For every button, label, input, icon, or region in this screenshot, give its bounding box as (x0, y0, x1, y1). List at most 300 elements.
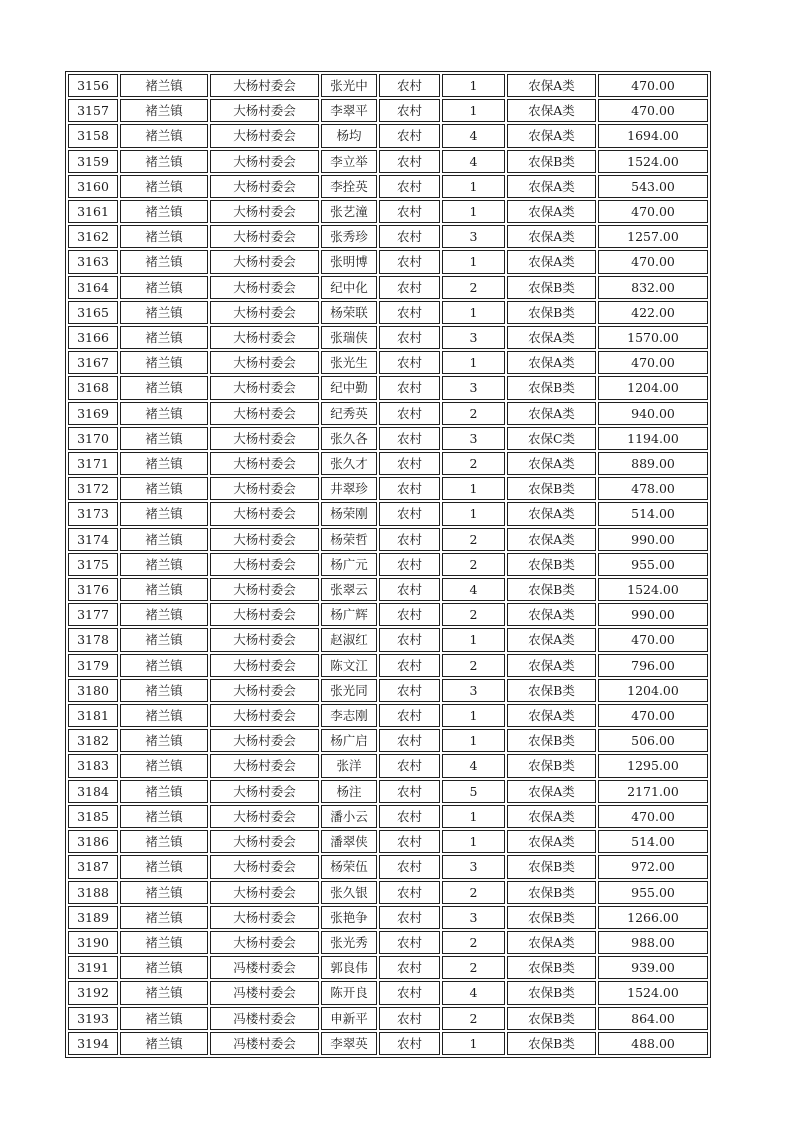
serial-cell: 3178 (68, 628, 118, 651)
table-row (68, 603, 708, 626)
town-cell: 褚兰镇 (120, 175, 208, 198)
village-cell: 大杨村委会 (210, 402, 319, 425)
name-cell: 张久才 (321, 452, 377, 475)
serial-cell: 3164 (68, 276, 118, 299)
table-row (68, 830, 708, 853)
name-cell: 李志刚 (321, 704, 377, 727)
household-type-cell: 农村 (379, 906, 440, 929)
town-cell: 褚兰镇 (120, 99, 208, 122)
insurance-category-cell: 农保B类 (507, 553, 596, 576)
household-type-cell: 农村 (379, 654, 440, 677)
serial-cell: 3174 (68, 528, 118, 551)
person-count-cell: 2 (442, 881, 505, 904)
insurance-category-cell: 农保A类 (507, 830, 596, 853)
serial-cell: 3157 (68, 99, 118, 122)
insurance-category-cell: 农保A类 (507, 326, 596, 349)
household-type-cell: 农村 (379, 477, 440, 500)
household-type-cell: 农村 (379, 427, 440, 450)
person-count-cell: 2 (442, 931, 505, 954)
amount-cell: 796.00 (598, 654, 708, 677)
serial-cell: 3156 (68, 74, 118, 97)
town-cell: 褚兰镇 (120, 704, 208, 727)
name-cell: 张久银 (321, 881, 377, 904)
table-row (68, 502, 708, 525)
table-row (68, 628, 708, 651)
serial-cell: 3181 (68, 704, 118, 727)
insurance-category-cell: 农保B类 (507, 855, 596, 878)
insurance-category-cell: 农保A类 (507, 225, 596, 248)
amount-cell: 940.00 (598, 402, 708, 425)
person-count-cell: 3 (442, 376, 505, 399)
household-type-cell: 农村 (379, 603, 440, 626)
amount-cell: 422.00 (598, 301, 708, 324)
serial-cell: 3167 (68, 351, 118, 374)
town-cell: 褚兰镇 (120, 679, 208, 702)
town-cell: 褚兰镇 (120, 830, 208, 853)
amount-cell: 470.00 (598, 74, 708, 97)
name-cell: 张光同 (321, 679, 377, 702)
household-type-cell: 农村 (379, 99, 440, 122)
table-row (68, 427, 708, 450)
village-cell: 大杨村委会 (210, 654, 319, 677)
village-cell: 冯楼村委会 (210, 1032, 319, 1055)
amount-cell: 488.00 (598, 1032, 708, 1055)
village-cell: 大杨村委会 (210, 376, 319, 399)
amount-cell: 1194.00 (598, 427, 708, 450)
serial-cell: 3191 (68, 956, 118, 979)
table-body (68, 74, 708, 1055)
serial-cell: 3158 (68, 124, 118, 147)
name-cell: 张光秀 (321, 931, 377, 954)
person-count-cell: 3 (442, 679, 505, 702)
person-count-cell: 1 (442, 250, 505, 273)
insurance-category-cell: 农保A类 (507, 931, 596, 954)
person-count-cell: 2 (442, 452, 505, 475)
amount-cell: 470.00 (598, 250, 708, 273)
insurance-category-cell: 农保B类 (507, 906, 596, 929)
household-type-cell: 农村 (379, 150, 440, 173)
village-cell: 大杨村委会 (210, 881, 319, 904)
person-count-cell: 2 (442, 956, 505, 979)
insurance-category-cell: 农保B类 (507, 578, 596, 601)
table-row (68, 301, 708, 324)
name-cell: 张艺潼 (321, 200, 377, 223)
amount-cell: 1257.00 (598, 225, 708, 248)
table-row (68, 553, 708, 576)
amount-cell: 939.00 (598, 956, 708, 979)
serial-cell: 3190 (68, 931, 118, 954)
village-cell: 冯楼村委会 (210, 1007, 319, 1030)
person-count-cell: 1 (442, 351, 505, 374)
village-cell: 大杨村委会 (210, 754, 319, 777)
village-cell: 大杨村委会 (210, 276, 319, 299)
amount-cell: 470.00 (598, 351, 708, 374)
amount-cell: 1524.00 (598, 150, 708, 173)
person-count-cell: 2 (442, 276, 505, 299)
household-type-cell: 农村 (379, 729, 440, 752)
serial-cell: 3185 (68, 805, 118, 828)
serial-cell: 3171 (68, 452, 118, 475)
person-count-cell: 2 (442, 553, 505, 576)
person-count-cell: 2 (442, 654, 505, 677)
town-cell: 褚兰镇 (120, 780, 208, 803)
serial-cell: 3166 (68, 326, 118, 349)
table-row (68, 351, 708, 374)
town-cell: 褚兰镇 (120, 931, 208, 954)
payment-roster-table (65, 71, 711, 1058)
name-cell: 潘小云 (321, 805, 377, 828)
amount-cell: 1204.00 (598, 679, 708, 702)
town-cell: 褚兰镇 (120, 477, 208, 500)
household-type-cell: 农村 (379, 452, 440, 475)
village-cell: 大杨村委会 (210, 906, 319, 929)
insurance-category-cell: 农保A类 (507, 351, 596, 374)
household-type-cell: 农村 (379, 301, 440, 324)
town-cell: 褚兰镇 (120, 881, 208, 904)
household-type-cell: 农村 (379, 628, 440, 651)
household-type-cell: 农村 (379, 376, 440, 399)
name-cell: 陈开良 (321, 981, 377, 1004)
name-cell: 张光中 (321, 74, 377, 97)
name-cell: 纪中化 (321, 276, 377, 299)
name-cell: 杨注 (321, 780, 377, 803)
name-cell: 潘翠侠 (321, 830, 377, 853)
town-cell: 褚兰镇 (120, 124, 208, 147)
village-cell: 大杨村委会 (210, 351, 319, 374)
village-cell: 冯楼村委会 (210, 956, 319, 979)
town-cell: 褚兰镇 (120, 553, 208, 576)
name-cell: 杨广辉 (321, 603, 377, 626)
amount-cell: 478.00 (598, 477, 708, 500)
name-cell: 张艳争 (321, 906, 377, 929)
person-count-cell: 1 (442, 502, 505, 525)
amount-cell: 889.00 (598, 452, 708, 475)
insurance-category-cell: 农保A类 (507, 452, 596, 475)
name-cell: 陈文江 (321, 654, 377, 677)
name-cell: 纪中勤 (321, 376, 377, 399)
table-row (68, 402, 708, 425)
village-cell: 大杨村委会 (210, 326, 319, 349)
village-cell: 大杨村委会 (210, 150, 319, 173)
name-cell: 张洋 (321, 754, 377, 777)
table-row (68, 150, 708, 173)
village-cell: 大杨村委会 (210, 553, 319, 576)
serial-cell: 3163 (68, 250, 118, 273)
town-cell: 褚兰镇 (120, 326, 208, 349)
town-cell: 褚兰镇 (120, 603, 208, 626)
person-count-cell: 5 (442, 780, 505, 803)
insurance-category-cell: 农保B类 (507, 477, 596, 500)
serial-cell: 3177 (68, 603, 118, 626)
table-row (68, 200, 708, 223)
household-type-cell: 农村 (379, 1007, 440, 1030)
insurance-category-cell: 农保B类 (507, 276, 596, 299)
town-cell: 褚兰镇 (120, 805, 208, 828)
village-cell: 大杨村委会 (210, 780, 319, 803)
table-row (68, 855, 708, 878)
person-count-cell: 1 (442, 477, 505, 500)
insurance-category-cell: 农保A类 (507, 780, 596, 803)
table-row (68, 931, 708, 954)
table-row (68, 679, 708, 702)
household-type-cell: 农村 (379, 780, 440, 803)
person-count-cell: 3 (442, 906, 505, 929)
name-cell: 赵淑红 (321, 628, 377, 651)
village-cell: 大杨村委会 (210, 679, 319, 702)
village-cell: 大杨村委会 (210, 528, 319, 551)
name-cell: 张秀珍 (321, 225, 377, 248)
town-cell: 褚兰镇 (120, 855, 208, 878)
town-cell: 褚兰镇 (120, 225, 208, 248)
amount-cell: 543.00 (598, 175, 708, 198)
village-cell: 大杨村委会 (210, 578, 319, 601)
person-count-cell: 1 (442, 805, 505, 828)
insurance-category-cell: 农保A类 (507, 175, 596, 198)
serial-cell: 3176 (68, 578, 118, 601)
table-row (68, 805, 708, 828)
table-row (68, 452, 708, 475)
insurance-category-cell: 农保C类 (507, 427, 596, 450)
village-cell: 大杨村委会 (210, 427, 319, 450)
insurance-category-cell: 农保A类 (507, 528, 596, 551)
serial-cell: 3194 (68, 1032, 118, 1055)
village-cell: 大杨村委会 (210, 729, 319, 752)
table-row (68, 477, 708, 500)
household-type-cell: 农村 (379, 754, 440, 777)
person-count-cell: 1 (442, 99, 505, 122)
table-row (68, 1007, 708, 1030)
village-cell: 冯楼村委会 (210, 981, 319, 1004)
household-type-cell: 农村 (379, 830, 440, 853)
table-row (68, 754, 708, 777)
name-cell: 张翠云 (321, 578, 377, 601)
amount-cell: 1524.00 (598, 578, 708, 601)
person-count-cell: 3 (442, 225, 505, 248)
insurance-category-cell: 农保A类 (507, 805, 596, 828)
household-type-cell: 农村 (379, 881, 440, 904)
table-row (68, 1032, 708, 1055)
person-count-cell: 1 (442, 301, 505, 324)
serial-cell: 3180 (68, 679, 118, 702)
town-cell: 褚兰镇 (120, 1032, 208, 1055)
town-cell: 褚兰镇 (120, 906, 208, 929)
insurance-category-cell: 农保B类 (507, 754, 596, 777)
village-cell: 大杨村委会 (210, 830, 319, 853)
person-count-cell: 3 (442, 427, 505, 450)
village-cell: 大杨村委会 (210, 855, 319, 878)
village-cell: 大杨村委会 (210, 477, 319, 500)
insurance-category-cell: 农保B类 (507, 1032, 596, 1055)
amount-cell: 972.00 (598, 855, 708, 878)
household-type-cell: 农村 (379, 855, 440, 878)
town-cell: 褚兰镇 (120, 729, 208, 752)
household-type-cell: 农村 (379, 679, 440, 702)
table-row (68, 881, 708, 904)
serial-cell: 3162 (68, 225, 118, 248)
town-cell: 褚兰镇 (120, 654, 208, 677)
insurance-category-cell: 农保A类 (507, 603, 596, 626)
insurance-category-cell: 农保B类 (507, 376, 596, 399)
serial-cell: 3169 (68, 402, 118, 425)
village-cell: 大杨村委会 (210, 301, 319, 324)
amount-cell: 1694.00 (598, 124, 708, 147)
insurance-category-cell: 农保B类 (507, 679, 596, 702)
serial-cell: 3165 (68, 301, 118, 324)
table-row (68, 981, 708, 1004)
insurance-category-cell: 农保A类 (507, 628, 596, 651)
amount-cell: 832.00 (598, 276, 708, 299)
person-count-cell: 2 (442, 1007, 505, 1030)
name-cell: 张光生 (321, 351, 377, 374)
town-cell: 褚兰镇 (120, 351, 208, 374)
household-type-cell: 农村 (379, 74, 440, 97)
name-cell: 李拴英 (321, 175, 377, 198)
person-count-cell: 4 (442, 754, 505, 777)
town-cell: 褚兰镇 (120, 578, 208, 601)
amount-cell: 470.00 (598, 628, 708, 651)
village-cell: 大杨村委会 (210, 704, 319, 727)
town-cell: 褚兰镇 (120, 528, 208, 551)
name-cell: 杨荣哲 (321, 528, 377, 551)
insurance-category-cell: 农保A类 (507, 502, 596, 525)
serial-cell: 3183 (68, 754, 118, 777)
town-cell: 褚兰镇 (120, 200, 208, 223)
town-cell: 褚兰镇 (120, 150, 208, 173)
table-row (68, 704, 708, 727)
town-cell: 褚兰镇 (120, 981, 208, 1004)
town-cell: 褚兰镇 (120, 250, 208, 273)
village-cell: 大杨村委会 (210, 628, 319, 651)
table-row (68, 175, 708, 198)
village-cell: 大杨村委会 (210, 99, 319, 122)
table-row (68, 654, 708, 677)
person-count-cell: 4 (442, 981, 505, 1004)
town-cell: 褚兰镇 (120, 754, 208, 777)
household-type-cell: 农村 (379, 175, 440, 198)
amount-cell: 955.00 (598, 553, 708, 576)
town-cell: 褚兰镇 (120, 427, 208, 450)
table-row (68, 376, 708, 399)
village-cell: 大杨村委会 (210, 931, 319, 954)
amount-cell: 1266.00 (598, 906, 708, 929)
amount-cell: 2171.00 (598, 780, 708, 803)
serial-cell: 3189 (68, 906, 118, 929)
household-type-cell: 农村 (379, 502, 440, 525)
amount-cell: 506.00 (598, 729, 708, 752)
table-row (68, 250, 708, 273)
serial-cell: 3172 (68, 477, 118, 500)
amount-cell: 1524.00 (598, 981, 708, 1004)
person-count-cell: 1 (442, 704, 505, 727)
town-cell: 褚兰镇 (120, 452, 208, 475)
amount-cell: 990.00 (598, 603, 708, 626)
insurance-category-cell: 农保A类 (507, 200, 596, 223)
person-count-cell: 1 (442, 200, 505, 223)
name-cell: 李翠平 (321, 99, 377, 122)
household-type-cell: 农村 (379, 124, 440, 147)
household-type-cell: 农村 (379, 553, 440, 576)
household-type-cell: 农村 (379, 200, 440, 223)
serial-cell: 3175 (68, 553, 118, 576)
village-cell: 大杨村委会 (210, 452, 319, 475)
insurance-category-cell: 农保A类 (507, 402, 596, 425)
name-cell: 杨均 (321, 124, 377, 147)
amount-cell: 990.00 (598, 528, 708, 551)
insurance-category-cell: 农保B类 (507, 729, 596, 752)
household-type-cell: 农村 (379, 981, 440, 1004)
household-type-cell: 农村 (379, 351, 440, 374)
insurance-category-cell: 农保A类 (507, 124, 596, 147)
person-count-cell: 1 (442, 175, 505, 198)
village-cell: 大杨村委会 (210, 200, 319, 223)
insurance-category-cell: 农保A类 (507, 654, 596, 677)
person-count-cell: 1 (442, 1032, 505, 1055)
table-row (68, 729, 708, 752)
name-cell: 张久各 (321, 427, 377, 450)
name-cell: 李翠英 (321, 1032, 377, 1055)
name-cell: 杨广元 (321, 553, 377, 576)
name-cell: 井翠珍 (321, 477, 377, 500)
person-count-cell: 4 (442, 578, 505, 601)
amount-cell: 955.00 (598, 881, 708, 904)
amount-cell: 988.00 (598, 931, 708, 954)
village-cell: 大杨村委会 (210, 175, 319, 198)
table-row (68, 780, 708, 803)
household-type-cell: 农村 (379, 528, 440, 551)
name-cell: 张明博 (321, 250, 377, 273)
name-cell: 杨荣联 (321, 301, 377, 324)
table-row (68, 906, 708, 929)
table-row (68, 276, 708, 299)
insurance-category-cell: 农保B类 (507, 301, 596, 324)
person-count-cell: 2 (442, 402, 505, 425)
table-row (68, 74, 708, 97)
serial-cell: 3159 (68, 150, 118, 173)
amount-cell: 1570.00 (598, 326, 708, 349)
village-cell: 大杨村委会 (210, 74, 319, 97)
person-count-cell: 1 (442, 74, 505, 97)
household-type-cell: 农村 (379, 704, 440, 727)
town-cell: 褚兰镇 (120, 502, 208, 525)
insurance-category-cell: 农保A类 (507, 74, 596, 97)
household-type-cell: 农村 (379, 250, 440, 273)
household-type-cell: 农村 (379, 578, 440, 601)
household-type-cell: 农村 (379, 931, 440, 954)
name-cell: 郭良伟 (321, 956, 377, 979)
amount-cell: 1204.00 (598, 376, 708, 399)
serial-cell: 3161 (68, 200, 118, 223)
person-count-cell: 3 (442, 326, 505, 349)
town-cell: 褚兰镇 (120, 1007, 208, 1030)
village-cell: 大杨村委会 (210, 124, 319, 147)
insurance-category-cell: 农保A类 (507, 250, 596, 273)
table-row (68, 956, 708, 979)
serial-cell: 3192 (68, 981, 118, 1004)
amount-cell: 514.00 (598, 502, 708, 525)
amount-cell: 470.00 (598, 99, 708, 122)
name-cell: 申新平 (321, 1007, 377, 1030)
table-row (68, 326, 708, 349)
town-cell: 褚兰镇 (120, 74, 208, 97)
amount-cell: 1295.00 (598, 754, 708, 777)
name-cell: 李立举 (321, 150, 377, 173)
serial-cell: 3193 (68, 1007, 118, 1030)
town-cell: 褚兰镇 (120, 628, 208, 651)
person-count-cell: 1 (442, 628, 505, 651)
amount-cell: 864.00 (598, 1007, 708, 1030)
serial-cell: 3188 (68, 881, 118, 904)
table-row (68, 578, 708, 601)
